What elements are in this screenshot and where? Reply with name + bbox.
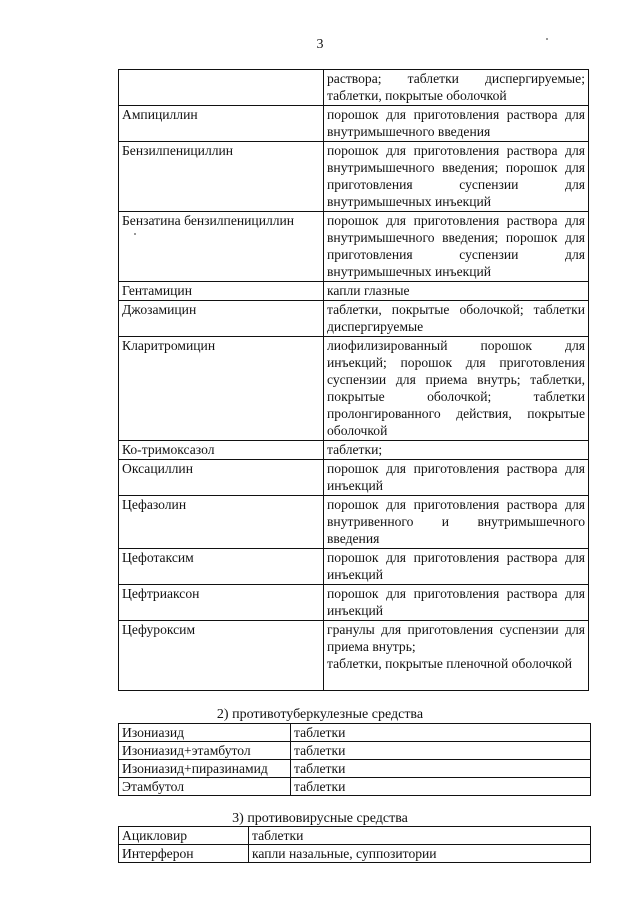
section-title-antiviral: 3) противовирусные средства — [232, 811, 408, 826]
drug-name-cell: Изониазид — [119, 724, 291, 742]
dosage-form-cell: таблетки, покрытые оболочкой; таблетки диспергируемые — [324, 301, 589, 337]
scan-speck — [546, 38, 548, 40]
table-row — [119, 724, 591, 742]
dosage-form-cell: порошок для приготовления раствора для инъекций — [324, 460, 589, 496]
drug-name-cell: Изониазид+этамбутол — [119, 742, 291, 760]
table-row — [119, 742, 591, 760]
drug-name-cell: Ампициллин — [119, 106, 324, 142]
drug-name-cell: Интерферон — [119, 845, 249, 863]
dosage-form-cell: таблетки — [291, 760, 591, 778]
drug-name-cell: Бензатина бензилпенициллин — [119, 212, 324, 282]
dosage-form-cell: лиофилизированный порошок для инъекций; порошок для приготовления суспензии для приема внутрь; таблетки, покрытые оболочкой; таблетки пролонгированного действия, покрытые оболочкой — [324, 337, 589, 441]
table-row — [119, 827, 591, 845]
dosage-form-cell: порошок для приготовления раствора для внутривенного и внутримышечного введения — [324, 496, 589, 549]
dosage-form-cell: капли назальные, суппозитории — [249, 845, 591, 863]
drug-name-cell: Цефотаксим — [119, 549, 324, 585]
dosage-form-cell: раствора; таблетки диспергируемые; таблетки, покрытые оболочкой — [324, 70, 589, 106]
dosage-form-cell — [324, 621, 589, 691]
table-row — [119, 621, 589, 691]
table-row — [119, 301, 589, 337]
dosage-form-cell: порошок для приготовления раствора для внутримышечного введения; порошок для приготовления суспензии для внутримышечных инъекций — [324, 142, 589, 212]
tb-drugs-table — [118, 723, 591, 796]
table-row — [119, 106, 589, 142]
dosage-form-cell: таблетки; — [324, 441, 589, 460]
dosage-form-cell: таблетки — [249, 827, 591, 845]
table-row — [119, 549, 589, 585]
drug-name-cell: Этамбутол — [119, 778, 291, 796]
drug-name-cell: Гентамицин — [119, 282, 324, 301]
table-row — [119, 460, 589, 496]
table-row — [119, 778, 591, 796]
table-row — [119, 142, 589, 212]
drug-name-cell — [119, 70, 324, 106]
drug-name-cell: Цефтриаксон — [119, 585, 324, 621]
drug-name-cell: Оксациллин — [119, 460, 324, 496]
table-row — [119, 441, 589, 460]
antibacterial-drugs-table — [118, 69, 589, 691]
drug-name-cell: Изониазид+пиразинамид — [119, 760, 291, 778]
dosage-form-line: таблетки, покрытые пленочной оболочкой — [327, 656, 573, 671]
drug-name-cell: Цефазолин — [119, 496, 324, 549]
dosage-form-cell: таблетки — [291, 724, 591, 742]
table-row — [119, 212, 589, 282]
drug-name-cell: Ацикловир — [119, 827, 249, 845]
dosage-form-cell: порошок для приготовления раствора для внутримышечного введения — [324, 106, 589, 142]
drug-name-cell: Джозамицин — [119, 301, 324, 337]
dosage-form-cell: порошок для приготовления раствора для инъекций — [324, 549, 589, 585]
dosage-form-cell: порошок для приготовления раствора для инъекций — [324, 585, 589, 621]
table-row — [119, 496, 589, 549]
antiviral-drugs-table — [118, 826, 591, 863]
dosage-form-cell: таблетки — [291, 742, 591, 760]
table-row — [119, 585, 589, 621]
table-row — [119, 337, 589, 441]
drug-name-cell: Кларитромицин — [119, 337, 324, 441]
table-row — [119, 70, 589, 106]
drug-name-cell: Бензилпенициллин — [119, 142, 324, 212]
dosage-form-cell: таблетки — [291, 778, 591, 796]
dosage-form-cell: порошок для приготовления раствора для внутримышечного введения; порошок для приготовления суспензии для внутримышечных инъекций — [324, 212, 589, 282]
page-number: 3 — [316, 37, 324, 52]
section-title-tb: 2) противотуберкулезные средства — [216, 707, 424, 722]
table-row — [119, 845, 591, 863]
drug-name-cell: Ко-тримоксазол — [119, 441, 324, 460]
dosage-form-cell: капли глазные — [324, 282, 589, 301]
dosage-form-line: гранулы для приготовления суспензии для приема внутрь; — [327, 622, 585, 654]
table-row — [119, 760, 591, 778]
table-row — [119, 282, 589, 301]
drug-name-cell: Цефуроксим — [119, 621, 324, 691]
